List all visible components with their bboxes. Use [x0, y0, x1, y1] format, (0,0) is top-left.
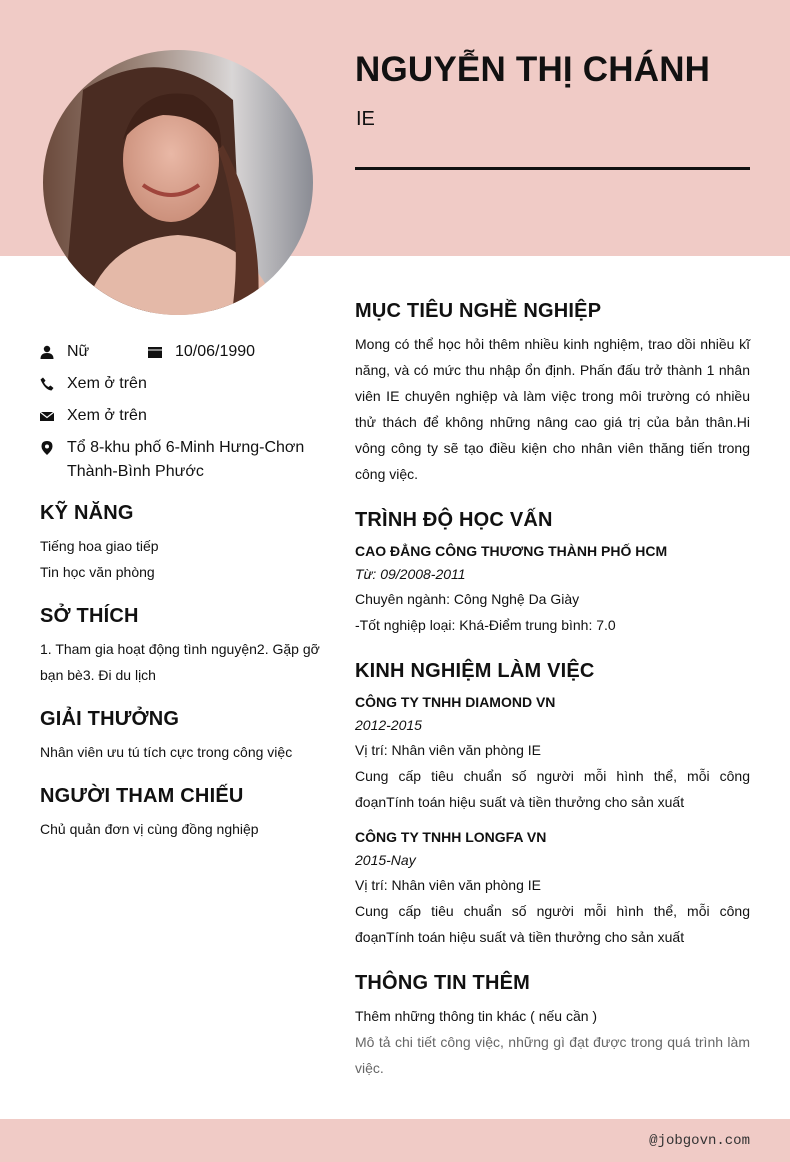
job-entry — [355, 691, 750, 815]
right-column — [355, 300, 750, 1081]
education-grade: -Tốt nghiệp loại: Khá-Điểm trung bình: 7.0 — [355, 617, 616, 633]
hobbies-title: SỞ THÍCH — [40, 605, 139, 627]
job-company: CÔNG TY TNHH LONGFA VN — [355, 829, 547, 845]
job-company: CÔNG TY TNHH DIAMOND VN — [355, 694, 556, 710]
job-description: Cung cấp tiêu chuẩn số người mỗi hình thể, mỗi công đoạnTính toán hiệu suất và tiền thưởng cho sản xuất — [355, 903, 750, 945]
education-school: CAO ĐẲNG CÔNG THƯƠNG THÀNH PHỐ HCM — [355, 543, 668, 559]
references-title: NGƯỜI THAM CHIẾU — [40, 785, 244, 807]
phone-icon — [40, 372, 67, 396]
phone-value: Xem ở trên — [67, 375, 147, 392]
job-description: Cung cấp tiêu chuẩn số người mỗi hình thể, mỗi công đoạnTính toán hiệu suất và tiền thưởng cho sản xuất — [355, 768, 750, 810]
objective-title: MỤC TIÊU NGHỀ NGHIỆP — [355, 300, 602, 322]
job-role: Vị trí: Nhân viên văn phòng IE — [355, 877, 541, 893]
skills-title: KỸ NĂNG — [40, 502, 134, 524]
profile-photo — [43, 50, 313, 315]
user-icon — [40, 340, 67, 364]
additional-title: THÔNG TIN THÊM — [355, 972, 531, 994]
gender-value: Nữ — [67, 343, 90, 360]
experience-title: KINH NGHIỆM LÀM VIỆC — [355, 660, 595, 682]
mail-icon — [40, 404, 67, 428]
additional-description: Mô tả chi tiết công việc, những gì đạt được trong quá trình làm việc. — [355, 1034, 750, 1076]
job-role: Vị trí: Nhân viên văn phòng IE — [355, 742, 541, 758]
skill-item: Tin học văn phòng — [40, 564, 155, 580]
objective-text: Mong có thể học hỏi thêm nhiều kinh nghiệm, trao dồi nhiều kĩ năng, và có mức thu nhập ổn định. Phấn đấu trở thành 1 nhân viên IE chuyên nghiệp và làm việc trong môi trường có nhiều thử thách để không những nâng cao giá trị của bản thân.Hi vông công ty sẽ tạo điều kiện cho nhân viên thăng tiến trong công việc. — [355, 336, 750, 482]
email-row — [40, 404, 325, 428]
candidate-position: IE — [356, 108, 375, 130]
gender-birthdate-row — [40, 340, 325, 364]
education-major: Chuyên ngành: Công Nghệ Da Giày — [355, 591, 580, 607]
address-value: Tổ 8-khu phố 6-Minh Hưng-Chơn Thành-Bình Phước — [67, 439, 305, 480]
education-title: TRÌNH ĐỘ HỌC VẤN — [355, 509, 553, 531]
calendar-icon — [148, 340, 175, 364]
job-period: 2015-Nay — [355, 852, 416, 868]
skill-item: Tiếng hoa giao tiếp — [40, 538, 159, 554]
job-period: 2012-2015 — [355, 717, 422, 733]
phone-row — [40, 372, 325, 396]
hobbies-text: 1. Tham gia hoạt động tình nguyện2. Gặp gỡ bạn bè3. Đi du lịch — [40, 641, 320, 683]
candidate-name: NGUYỄN THỊ CHÁNH — [355, 50, 711, 89]
name-divider — [355, 167, 750, 170]
birthdate-value: 10/06/1990 — [175, 343, 256, 360]
address-row — [40, 436, 325, 484]
email-value: Xem ở trên — [67, 407, 147, 424]
awards-title: GIẢI THƯỞNG — [40, 708, 180, 730]
job-entry — [355, 826, 750, 950]
additional-line: Thêm những thông tin khác ( nếu cần ) — [355, 1008, 598, 1024]
education-period: Từ: 09/2008-2011 — [355, 566, 466, 582]
location-pin-icon — [40, 436, 67, 460]
footer-watermark: @jobgovn.com — [649, 1133, 750, 1149]
left-column — [40, 340, 325, 842]
references-text: Chủ quản đơn vị cùng đồng nghiệp — [40, 821, 259, 837]
awards-text: Nhân viên ưu tú tích cực trong công việc — [40, 744, 293, 760]
